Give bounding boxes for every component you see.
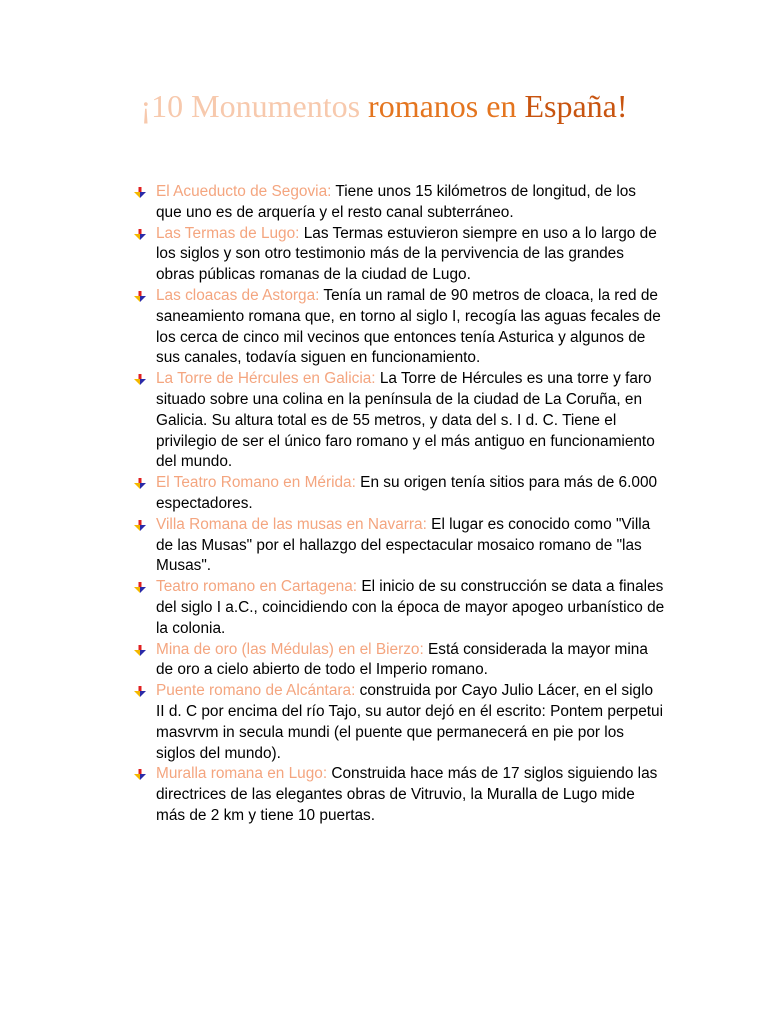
list-item <box>130 577 665 639</box>
item-label: Muralla romana en Lugo: <box>156 765 328 783</box>
item-description: Construida hace más de 17 siglos siguiendo las directrices de las elegantes obras de Vitruvio, la Muralla de Lugo mide más de 2 km y tiene 10 puertas. <box>156 765 658 824</box>
item-label: Teatro romano en Cartagena: <box>156 578 358 596</box>
title-part-3: España! <box>524 88 628 124</box>
item-label: Villa Romana de las musas en Navarra: <box>156 515 427 533</box>
item-label: Las cloacas de Astorga: <box>156 286 320 304</box>
list-item <box>130 515 665 577</box>
arrow-bullet-icon <box>133 229 147 241</box>
arrow-bullet-icon <box>133 769 147 781</box>
title-part-1: ¡10 Monumentos <box>140 88 369 124</box>
monument-list <box>130 182 665 827</box>
list-item <box>130 369 665 473</box>
list-item <box>130 764 665 826</box>
list-item <box>130 640 665 682</box>
item-label: Mina de oro (las Médulas) en el Bierzo: <box>156 640 424 658</box>
item-description: construida por Cayo Julio Lácer, en el siglo II d. C por encima del río Tajo, su autor dejó en él escrito: Pontem perpetui masvrvm in secula mundi (el puente que permanecerá en pie por los siglos del mundo). <box>156 682 664 762</box>
arrow-bullet-icon <box>133 374 147 386</box>
list-item <box>130 286 665 369</box>
item-description: Tenía un ramal de 90 metros de cloaca, la red de saneamiento romana que, en torno al siglo I, recogía las aguas fecales de los cerca de cinco mil vecinos que entonces tenía Asturica y algunos de sus canales, todavía siguen en funcionamiento. <box>156 286 661 367</box>
page-title <box>0 86 768 126</box>
list-item <box>130 224 665 286</box>
arrow-bullet-icon <box>133 478 147 490</box>
title-part-2: romanos en <box>368 88 525 124</box>
item-label: La Torre de Hércules en Galicia: <box>156 370 376 388</box>
item-description: Las Termas estuvieron siempre en uso a lo largo de los siglos y son otro testimonio más de la pervivencia de las grandes obras públicas romanas de la ciudad de Lugo. <box>156 224 657 284</box>
arrow-bullet-icon <box>133 291 147 303</box>
item-description: Tiene unos 15 kilómetros de longitud, de los que uno es de arquería y el resto canal subterráneo. <box>156 183 636 221</box>
item-label: Las Termas de Lugo: <box>156 224 300 242</box>
arrow-bullet-icon <box>133 520 147 532</box>
list-item <box>130 182 665 224</box>
arrow-bullet-icon <box>133 582 147 594</box>
arrow-bullet-icon <box>133 187 147 199</box>
item-label: El Acueducto de Segovia: <box>156 183 332 200</box>
item-description: El inicio de su construcción se data a finales del siglo I a.C., coincidiendo con la época de mayor apogeo urbanístico de la colonia. <box>156 578 665 637</box>
item-label: Puente romano de Alcántara: <box>156 682 356 700</box>
item-label: El Teatro Romano en Mérida: <box>156 474 356 492</box>
arrow-bullet-icon <box>133 645 147 657</box>
arrow-bullet-icon <box>133 686 147 698</box>
item-description: La Torre de Hércules es una torre y faro situado sobre una colina en la península de la ciudad de La Coruña, en Galicia. Su altura total es de 55 metros, y data del s. I d. C. Tiene el privilegio de ser el único faro romano y el más antiguo en funcionamiento del mundo. <box>156 370 655 471</box>
list-item <box>130 473 665 515</box>
list-item <box>130 681 665 764</box>
item-description: Está considerada la mayor mina de oro a cielo abierto de todo el Imperio romano. <box>156 640 648 679</box>
item-description: El lugar es conocido como "Villa de las Musas" por el hallazgo del espectacular mosaico romano de "las Musas". <box>156 515 651 575</box>
item-description: En su origen tenía sitios para más de 6.000 espectadores. <box>156 474 658 512</box>
